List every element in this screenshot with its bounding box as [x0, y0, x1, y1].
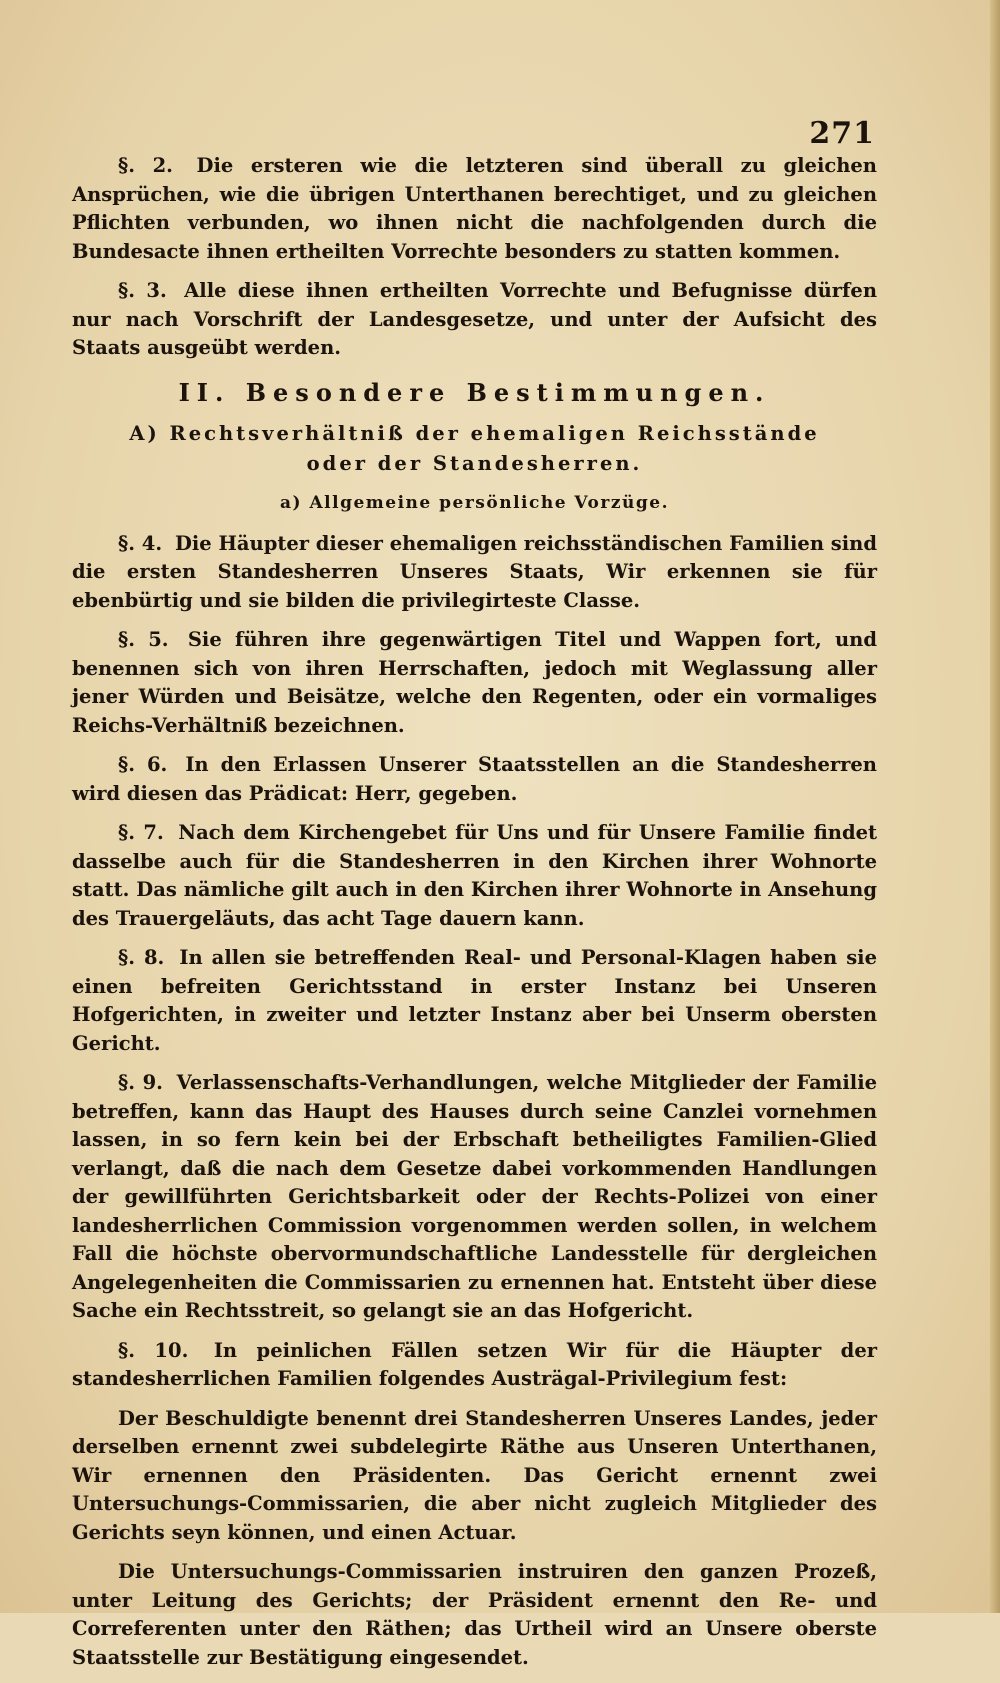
paragraph-text: Die Häupter dieser ehemaligen reichsständischen Familien sind die ersten Standesherren Unseres Staats, Wir erkennen sie für ebenbürtig und sie bilden die privilegirteste Classe. [72, 531, 877, 612]
paragraph-tail-1 [72, 1405, 877, 1548]
paragraph-5 [72, 626, 877, 740]
paragraph-text: In allen sie betreffenden Real- und Personal-Klagen haben sie einen befreiten Gerichtsstand in erster Instanz bei Unseren Hofgerichten, in zweiter und letzter Instanz aber bei Unserm obersten Gericht. [72, 946, 877, 1055]
heading-numeral: II. [178, 377, 231, 407]
paragraph-text: Nach dem Kirchengebet für Uns und für Unsere Familie findet dasselbe auch für die Standesherren in den Kirchen ihrer Wohnorte statt. Das nämliche gilt auch in den Kirchen ihrer Wohnorte in Ansehung des Trauergeläuts, das acht Tage dauern kann. [72, 821, 877, 930]
paragraph-tail-2 [72, 1558, 877, 1672]
paragraph-7 [72, 819, 877, 933]
paragraph-text: In den Erlassen Unserer Staatsstellen an die Standesherren wird diesen das Prädicat: Herr, gegeben. [72, 753, 877, 805]
document-body [72, 152, 877, 1683]
section-number: §. 4. [118, 531, 163, 555]
paragraph-text: Sie führen ihre gegenwärtigen Titel und Wappen fort, und benennen sich von ihren Herrschaften, jedoch mit Weglassung aller jener Würden und Beisätze, welche den Regenten, oder ein vormaliges Reichs-Verhältniß bezeichnen. [72, 628, 877, 737]
paragraph-3 [72, 277, 877, 363]
paragraph-text: Die Untersuchungs-Commissarien instruiren den ganzen Prozeß, unter Leitung des Gerichts; der Präsident ernennt den Re- und Correferenten unter den Räthen; das Urtheil wird an Unsere oberste Staatsstelle zur Bestätigung eingesendet. [72, 1560, 877, 1669]
section-number: §. 3. [118, 279, 167, 302]
subsubsection-heading: a) Allgemeine persönliche Vorzüge. [280, 493, 669, 513]
paragraph-10 [72, 1337, 877, 1394]
page-number: 271 [809, 116, 875, 151]
paragraph-text: Der Beschuldigte benennt drei Standesherren Unseres Landes, jeder derselben ernennt zwei subdelegirte Räthe aus Unseren Unterthanen, Wir ernennen den Präsidenten. Das Gericht ernennt zwei Untersuchungs-Commissarien, die aber nicht zugleich Mitglieder des Gerichts seyn können, und einen Actuar. [72, 1406, 877, 1544]
paragraph-2 [72, 152, 877, 266]
page-edge [990, 0, 1000, 1613]
section-heading [72, 379, 877, 408]
section-number: §. 9. [118, 1071, 163, 1094]
section-number: §. 8. [118, 946, 165, 969]
section-number: §. 5. [118, 628, 169, 651]
paragraph-4 [72, 530, 877, 616]
paragraph-text: In peinlichen Fällen setzen Wir für die Häupter der standesherrlichen Familien folgendes Austrägal-Privilegium fest: [72, 1338, 877, 1390]
paragraph-text: Alle diese ihnen ertheilten Vorrechte und Befugnisse dürfen nur nach Vorschrift der Landesgesetze, und unter der Aufsicht des Staats ausgeübt werden. [72, 279, 877, 359]
section-number: §. 10. [118, 1338, 189, 1362]
section-number: §. 2. [118, 154, 173, 177]
section-number: §. 6. [118, 753, 168, 776]
paragraph-6 [72, 751, 877, 808]
section-number: §. 7. [118, 821, 164, 844]
paragraph-text: Verlassenschafts-Verhandlungen, welche Mitglieder der Familie betreffen, kann das Haupt des Hauses durch seine Canzlei vornehmen lassen, in so fern kein bei der Erbschaft betheiligtes Familien-Glied verlangt, daß die nach dem Gesetze dabei vorkommenden Handlungen der gewillführten Gerichtsbarkeit oder der Rechts-Polizei von einer landesherrlichen Commission vorgenommen werden sollen, in welchem Fall die höchste obervormundschaftliche Landesstelle für dergleichen Angelegenheiten die Commissarien zu ernennen hat. Entsteht über diese Sache ein Rechtsstreit, so gelangt sie an das Hofgericht. [72, 1071, 878, 1322]
paragraph-text: Die ersteren wie die letzteren sind überall zu gleichen Ansprüchen, wie die übrigen Unterthanen berechtiget, und zu gleichen Pflichten verbunden, wo ihnen nicht die nachfolgenden durch die Bundesacte ihnen ertheilten Vorrechte besonders zu statten kommen. [72, 154, 877, 263]
heading-title: Besondere Bestimmungen. [245, 377, 771, 407]
subsection-heading: A) Rechtsverhältniß der ehemaligen Reichsstände oder der Standesherren. [129, 422, 820, 475]
paragraph-9 [72, 1069, 877, 1326]
paragraph-8 [72, 944, 877, 1058]
